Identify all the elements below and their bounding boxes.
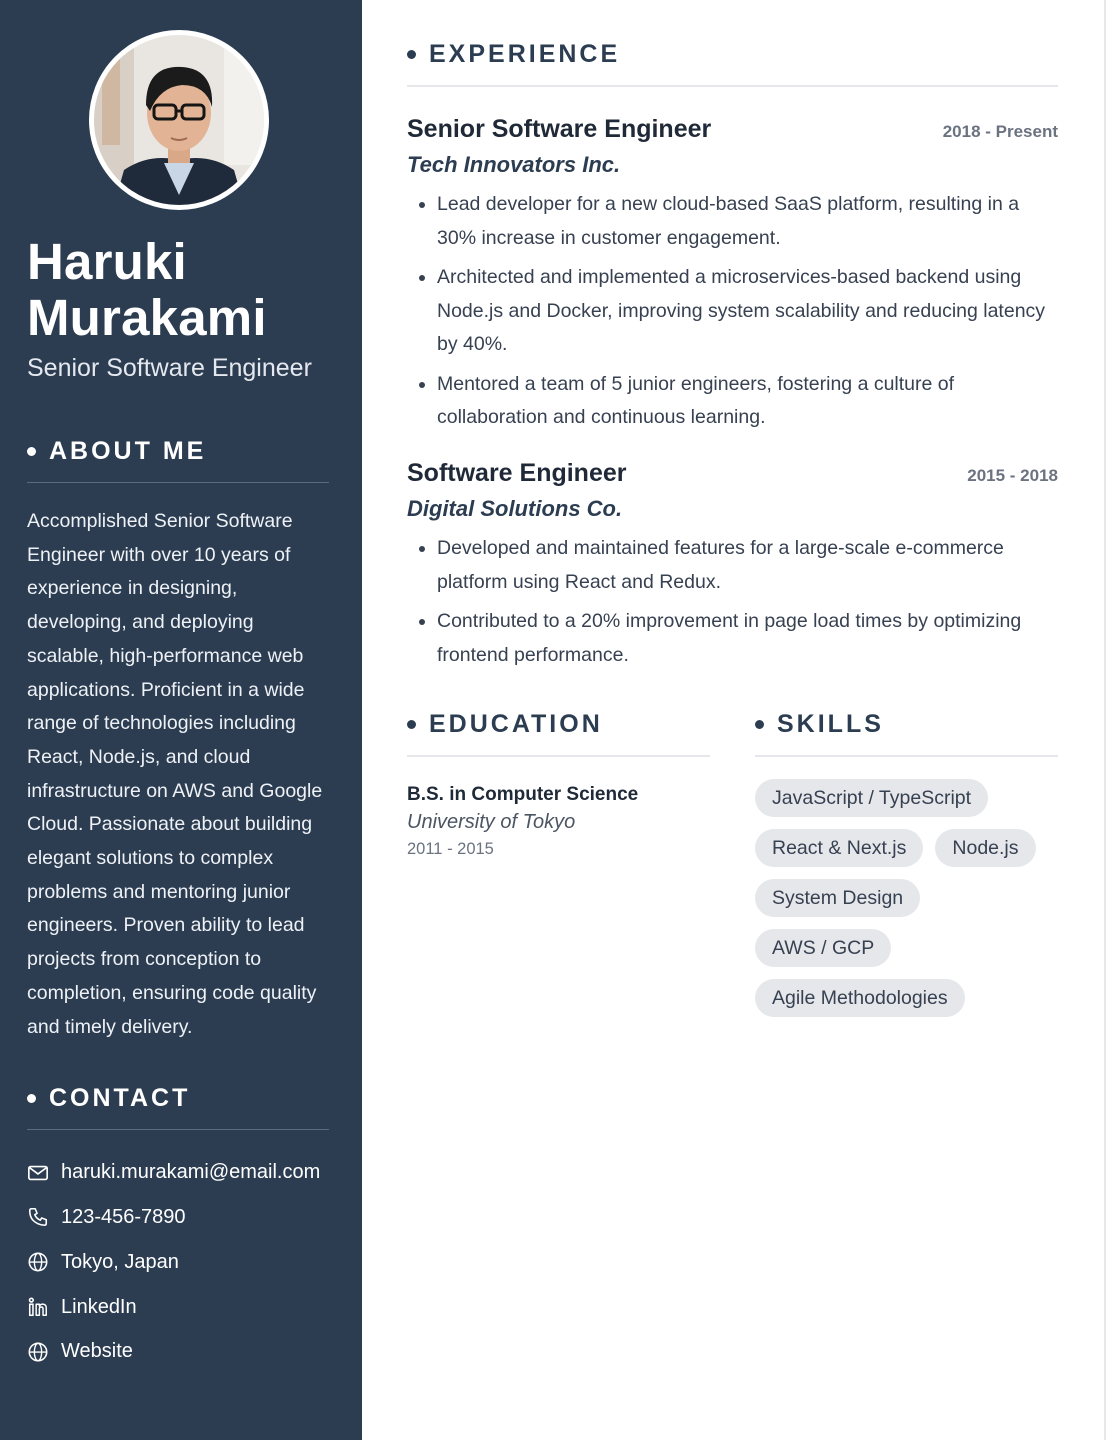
skill-tag: JavaScript / TypeScript bbox=[755, 779, 988, 817]
job-entry-company: Tech Innovators Inc. bbox=[407, 152, 621, 177]
divider bbox=[27, 1129, 329, 1130]
mail-icon bbox=[27, 1162, 49, 1184]
list-item: • Architected and implemented a microservices-based backend using Node.js and Docker, improving system scalability and reducing latency by 40%. bbox=[437, 261, 1058, 362]
avatar bbox=[89, 30, 269, 210]
divider bbox=[407, 85, 1058, 87]
skills-heading-label: SKILLS bbox=[777, 710, 884, 739]
job-entry bbox=[407, 115, 1058, 435]
contact-heading bbox=[27, 1084, 329, 1113]
school: University of Tokyo bbox=[407, 811, 576, 834]
about-text: Accomplished Senior Software Engineer with over 10 years of experience in designing, developing, and deploying scalable, high-performance web applications. Proficient in a wide range of technologies including React, Node.js, and cloud infrastructure on AWS and Google Cloud. Passionate about building elegant solutions to complex problems and mentoring junior engineers. Proven ability to lead projects from conception to completion, ensuring code quality and timely delivery. bbox=[27, 510, 323, 1038]
last-name: Murakami bbox=[27, 289, 267, 346]
sidebar bbox=[0, 0, 362, 1440]
job-entry-bullets bbox=[407, 188, 1058, 435]
list-item: • Developed and maintained features for a large-scale e-commerce platform using React and Redux. bbox=[437, 532, 1058, 599]
contact-location bbox=[27, 1240, 329, 1285]
skill-tag: Node.js bbox=[935, 829, 1035, 867]
job-entry-dates: 2015 - 2018 bbox=[967, 465, 1058, 485]
contact-website-label: Website bbox=[61, 1340, 133, 1363]
contact-email-label: haruki.murakami@email.com bbox=[61, 1161, 321, 1184]
first-name: Haruki bbox=[27, 233, 187, 290]
job-entry-title: Software Engineer bbox=[407, 458, 627, 487]
education-years: 2011 - 2015 bbox=[407, 840, 494, 859]
education-heading bbox=[407, 710, 710, 739]
list-item: • Contributed to a 20% improvement in page load times by optimizing frontend performance. bbox=[437, 605, 1058, 672]
divider bbox=[27, 482, 329, 483]
profile-photo bbox=[94, 35, 264, 205]
skills-section bbox=[755, 710, 1058, 1029]
contact-list bbox=[27, 1150, 329, 1374]
job-entry-title: Senior Software Engineer bbox=[407, 115, 712, 143]
lower-columns bbox=[407, 710, 1058, 1029]
job-entry-bullets bbox=[407, 532, 1058, 672]
bullet-dot-icon bbox=[407, 720, 416, 729]
list-item: • Lead developer for a new cloud-based SaaS platform, resulting in a 30% increase in customer engagement. bbox=[437, 188, 1058, 255]
linkedin-icon bbox=[27, 1296, 49, 1318]
divider bbox=[755, 755, 1058, 757]
contact-phone[interactable] bbox=[27, 1195, 329, 1240]
list-item: • Mentored a team of 5 junior engineers, fostering a culture of collaboration and continuous learning. bbox=[437, 368, 1058, 435]
experience-heading-label: EXPERIENCE bbox=[429, 40, 621, 68]
job-entry bbox=[407, 459, 1058, 672]
skill-tag: React & Next.js bbox=[755, 829, 923, 867]
skill-tag: System Design bbox=[755, 879, 920, 917]
contact-heading-label: CONTACT bbox=[49, 1084, 191, 1113]
contact-phone-label: 123-456-7890 bbox=[61, 1205, 186, 1228]
globe-icon bbox=[27, 1341, 49, 1363]
education-heading-label: EDUCATION bbox=[429, 710, 603, 739]
bullet-dot-icon bbox=[407, 50, 416, 59]
about-heading bbox=[27, 437, 329, 466]
job-entry-company: Digital Solutions Co. bbox=[407, 495, 623, 521]
phone-icon bbox=[27, 1206, 49, 1228]
skill-tags bbox=[755, 779, 1058, 1029]
bullet-dot-icon bbox=[755, 720, 764, 729]
globe-icon bbox=[27, 1251, 49, 1273]
skill-tag: AWS / GCP bbox=[755, 929, 891, 967]
about-heading-label: ABOUT ME bbox=[49, 437, 207, 465]
full-name bbox=[27, 234, 329, 346]
main-content bbox=[362, 0, 1106, 1440]
skill-tag: Agile Methodologies bbox=[755, 979, 965, 1017]
contact-website[interactable] bbox=[27, 1329, 329, 1374]
contact-linkedin[interactable] bbox=[27, 1285, 329, 1330]
job-entry-dates: 2018 - Present bbox=[942, 122, 1058, 141]
education-section bbox=[407, 710, 710, 1029]
degree: B.S. in Computer Science bbox=[407, 784, 639, 806]
job-title: Senior Software Engineer bbox=[27, 354, 312, 382]
bullet-dot-icon bbox=[27, 1094, 36, 1103]
contact-location-label: Tokyo, Japan bbox=[61, 1250, 179, 1273]
experience-heading bbox=[407, 40, 1058, 69]
contact-linkedin-label: LinkedIn bbox=[61, 1295, 137, 1318]
skills-heading bbox=[755, 710, 1058, 739]
divider bbox=[407, 755, 710, 757]
contact-email[interactable] bbox=[27, 1150, 329, 1195]
bullet-dot-icon bbox=[27, 447, 36, 456]
